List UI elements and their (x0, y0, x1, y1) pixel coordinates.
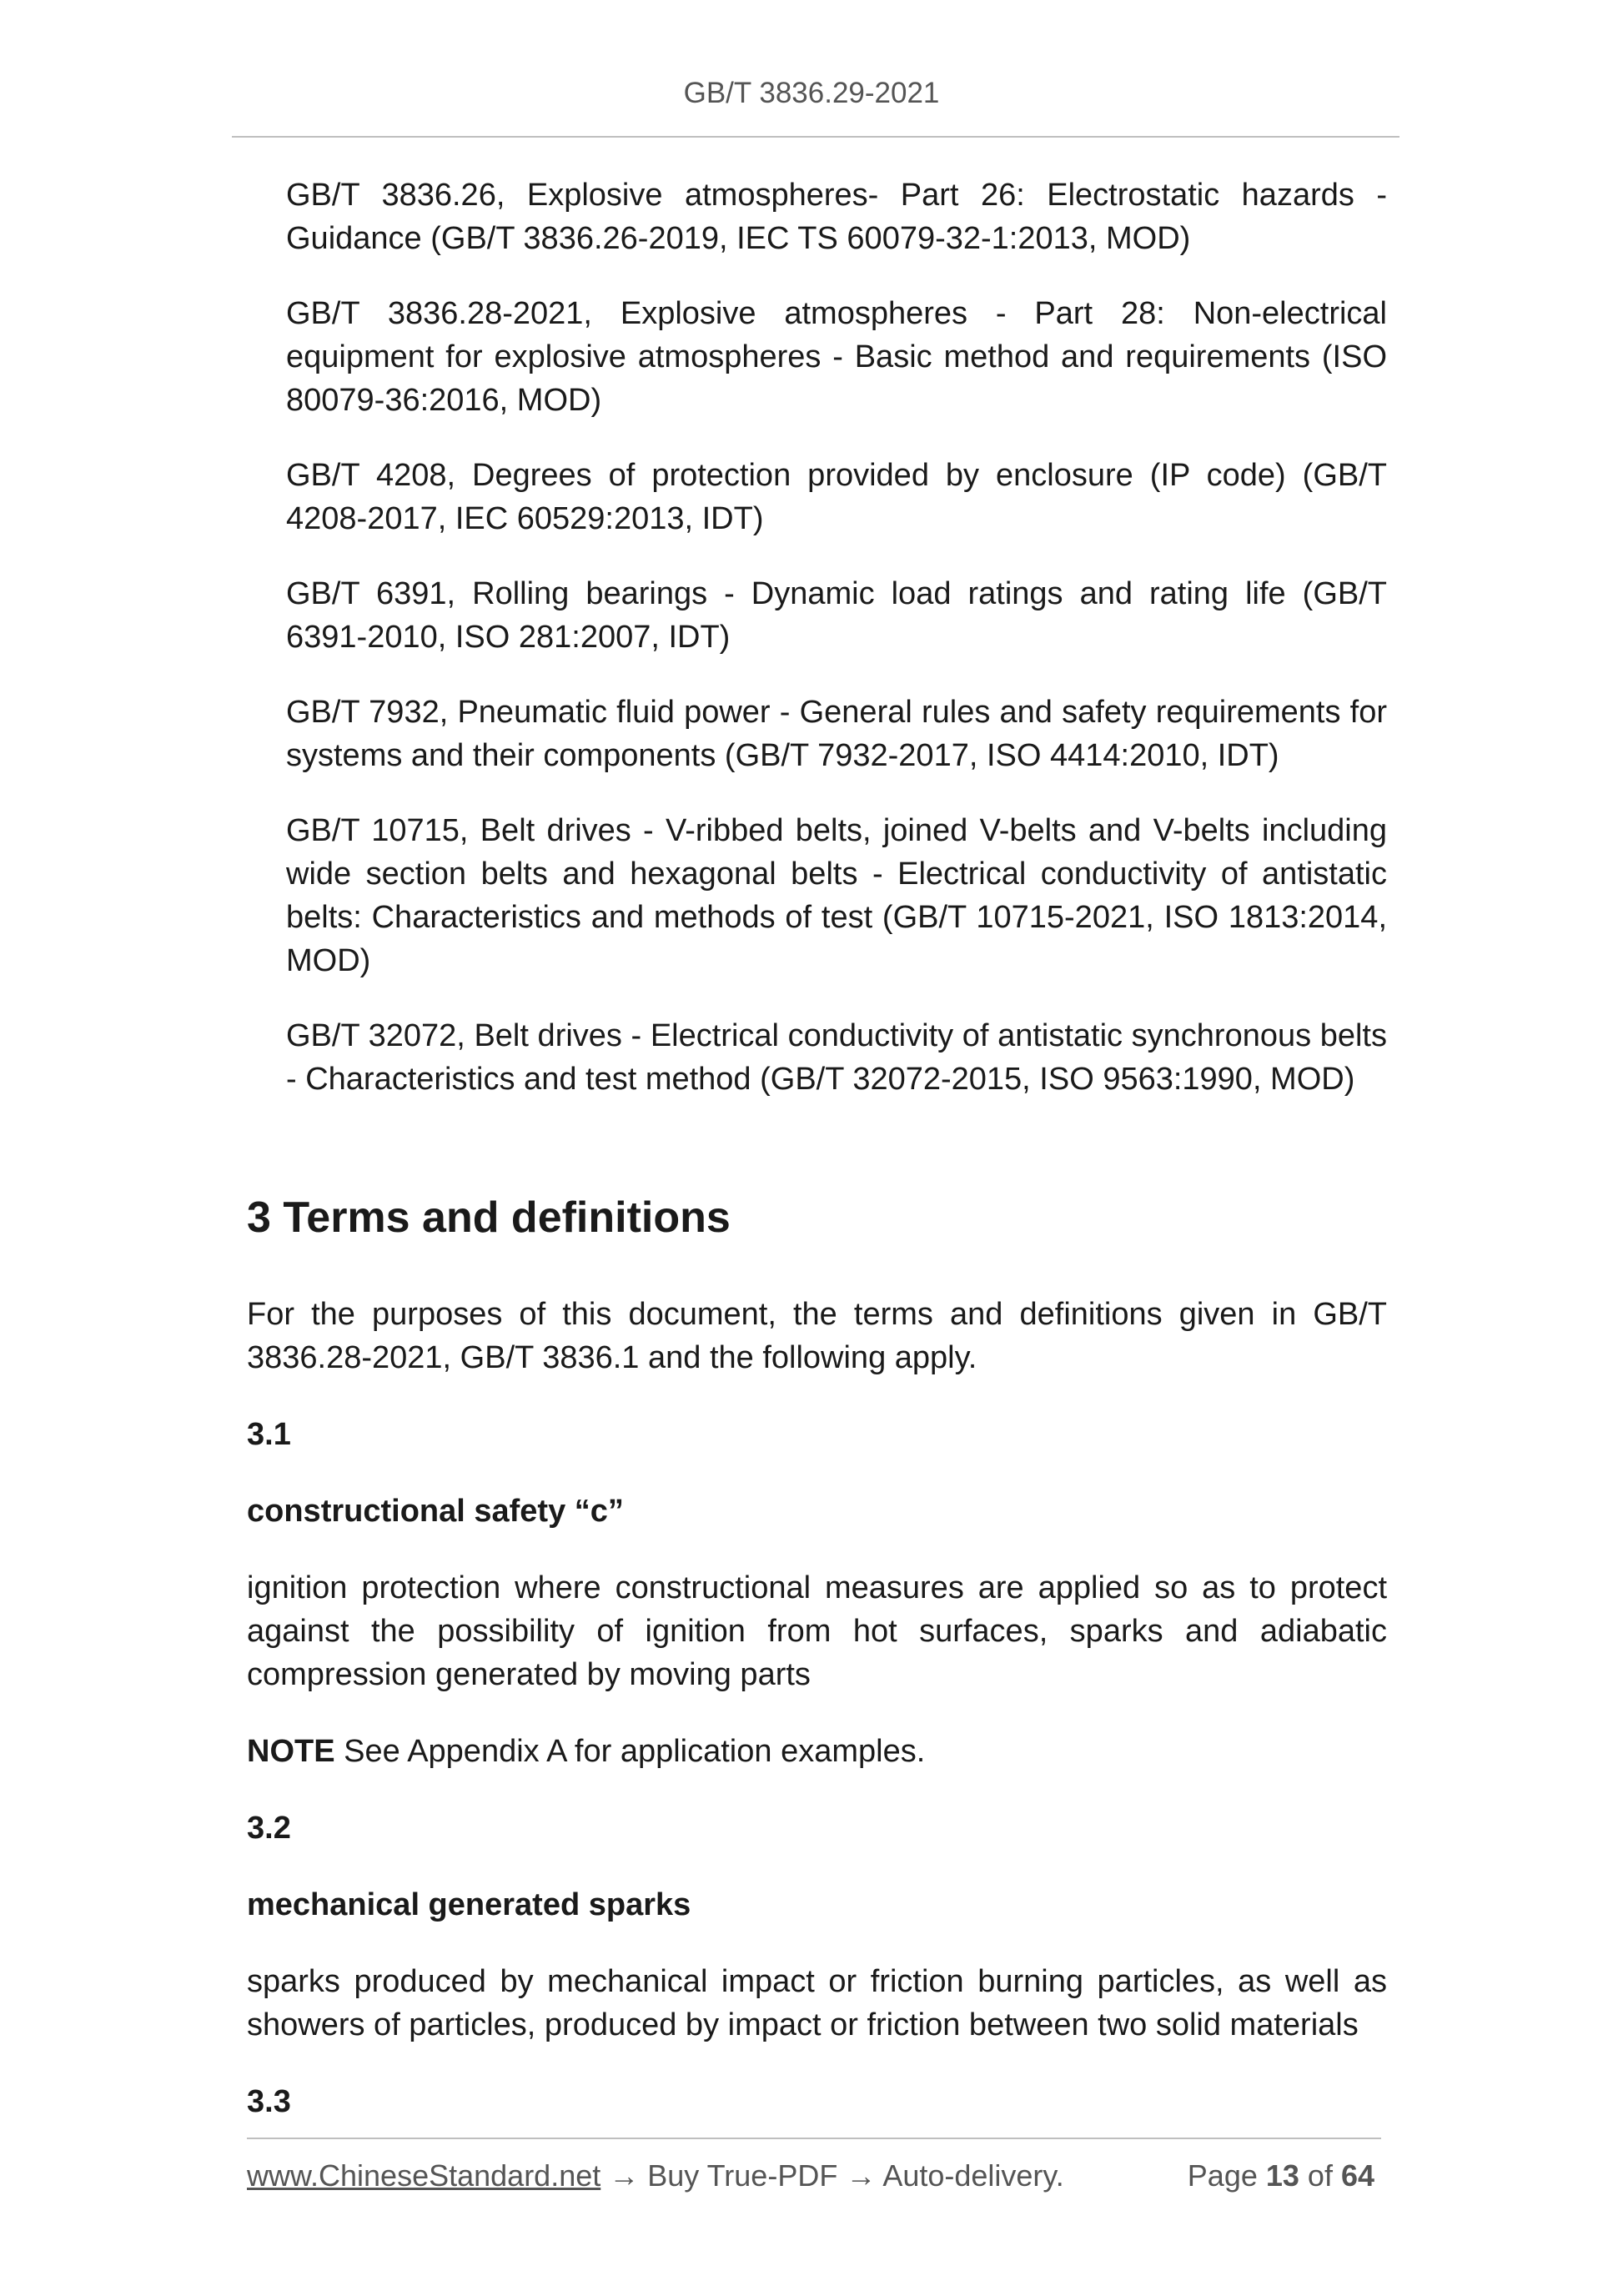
section-title: 3 Terms and definitions (247, 1193, 731, 1242)
term-number: 3.1 (247, 1417, 291, 1452)
term-definition: ignition protection where constructional measures are applied so as to protect against the possibility of ignition from hot surfaces, sparks and adiabatic compression generated by moving parts (247, 1570, 1387, 1692)
reference-item: GB/T 4208, Degrees of protection provided by enclosure (IP code) (GB/T 4208-2017, IEC 60529:2013, IDT) (286, 458, 1387, 536)
footer-promo (247, 2158, 1064, 2193)
header-divider (232, 136, 1399, 138)
note-label: NOTE (247, 1734, 335, 1769)
reference-item: GB/T 3836.26, Explosive atmospheres- Part 26: Electrostatic hazards - Guidance (GB/T 3836.26-2019, IEC TS 60079-32-1:2013, MOD) (286, 178, 1387, 256)
page-total: 64 (1340, 2158, 1374, 2193)
page-footer (247, 2158, 1381, 2200)
note-text: See Appendix A for application examples. (334, 1734, 926, 1769)
term-name: constructional safety “c” (247, 1494, 624, 1529)
footer-divider (247, 2138, 1381, 2139)
term-note (247, 1730, 1387, 1773)
promo-text: → Buy True-PDF → Auto-delivery. (600, 2158, 1064, 2193)
terms-section (247, 1191, 1387, 2157)
reference-item: GB/T 3836.28-2021, Explosive atmospheres - Part 28: Non-electrical equipment for explosive atmospheres - Basic method and requirements (ISO 80079-36:2016, MOD) (286, 296, 1387, 418)
term-number: 3.3 (247, 2084, 291, 2119)
term-name: mechanical generated sparks (247, 1887, 691, 1922)
page-of: of (1299, 2158, 1341, 2193)
normative-references-list (286, 173, 1387, 1133)
page-label: Page (1187, 2158, 1266, 2193)
reference-item: GB/T 7932, Pneumatic fluid power - General rules and safety requirements for systems and their components (GB/T 7932-2017, ISO 4414:2010, IDT) (286, 695, 1387, 773)
term-definition: sparks produced by mechanical impact or friction burning particles, as well as showers of particles, produced by impact or friction between two solid materials (247, 1964, 1387, 2042)
reference-item: GB/T 6391, Rolling bearings - Dynamic load ratings and rating life (GB/T 6391-2010, ISO 281:2007, IDT) (286, 576, 1387, 655)
reference-item: GB/T 32072, Belt drives - Electrical conductivity of antistatic synchronous belts - Characteristics and test method (GB/T 32072-2015, ISO 9563:1990, MOD) (286, 1018, 1387, 1097)
page-current: 13 (1265, 2158, 1299, 2193)
section-intro: For the purposes of this document, the terms and definitions given in GB/T 3836.28-2021, GB/T 3836.1 and the following apply. (247, 1297, 1387, 1375)
reference-item: GB/T 10715, Belt drives - V-ribbed belts, joined V-belts and V-belts including wide section belts and hexagonal belts - Electrical conductivity of antistatic belts: Characteristics and methods of test (GB/T 10715-2021, ISO 1813:2014, MOD) (286, 813, 1387, 978)
page-indicator (1188, 2158, 1374, 2193)
term-number: 3.2 (247, 1811, 291, 1846)
site-link[interactable]: www.ChineseStandard.net (247, 2158, 601, 2193)
document-header: GB/T 3836.29-2021 (683, 77, 940, 109)
